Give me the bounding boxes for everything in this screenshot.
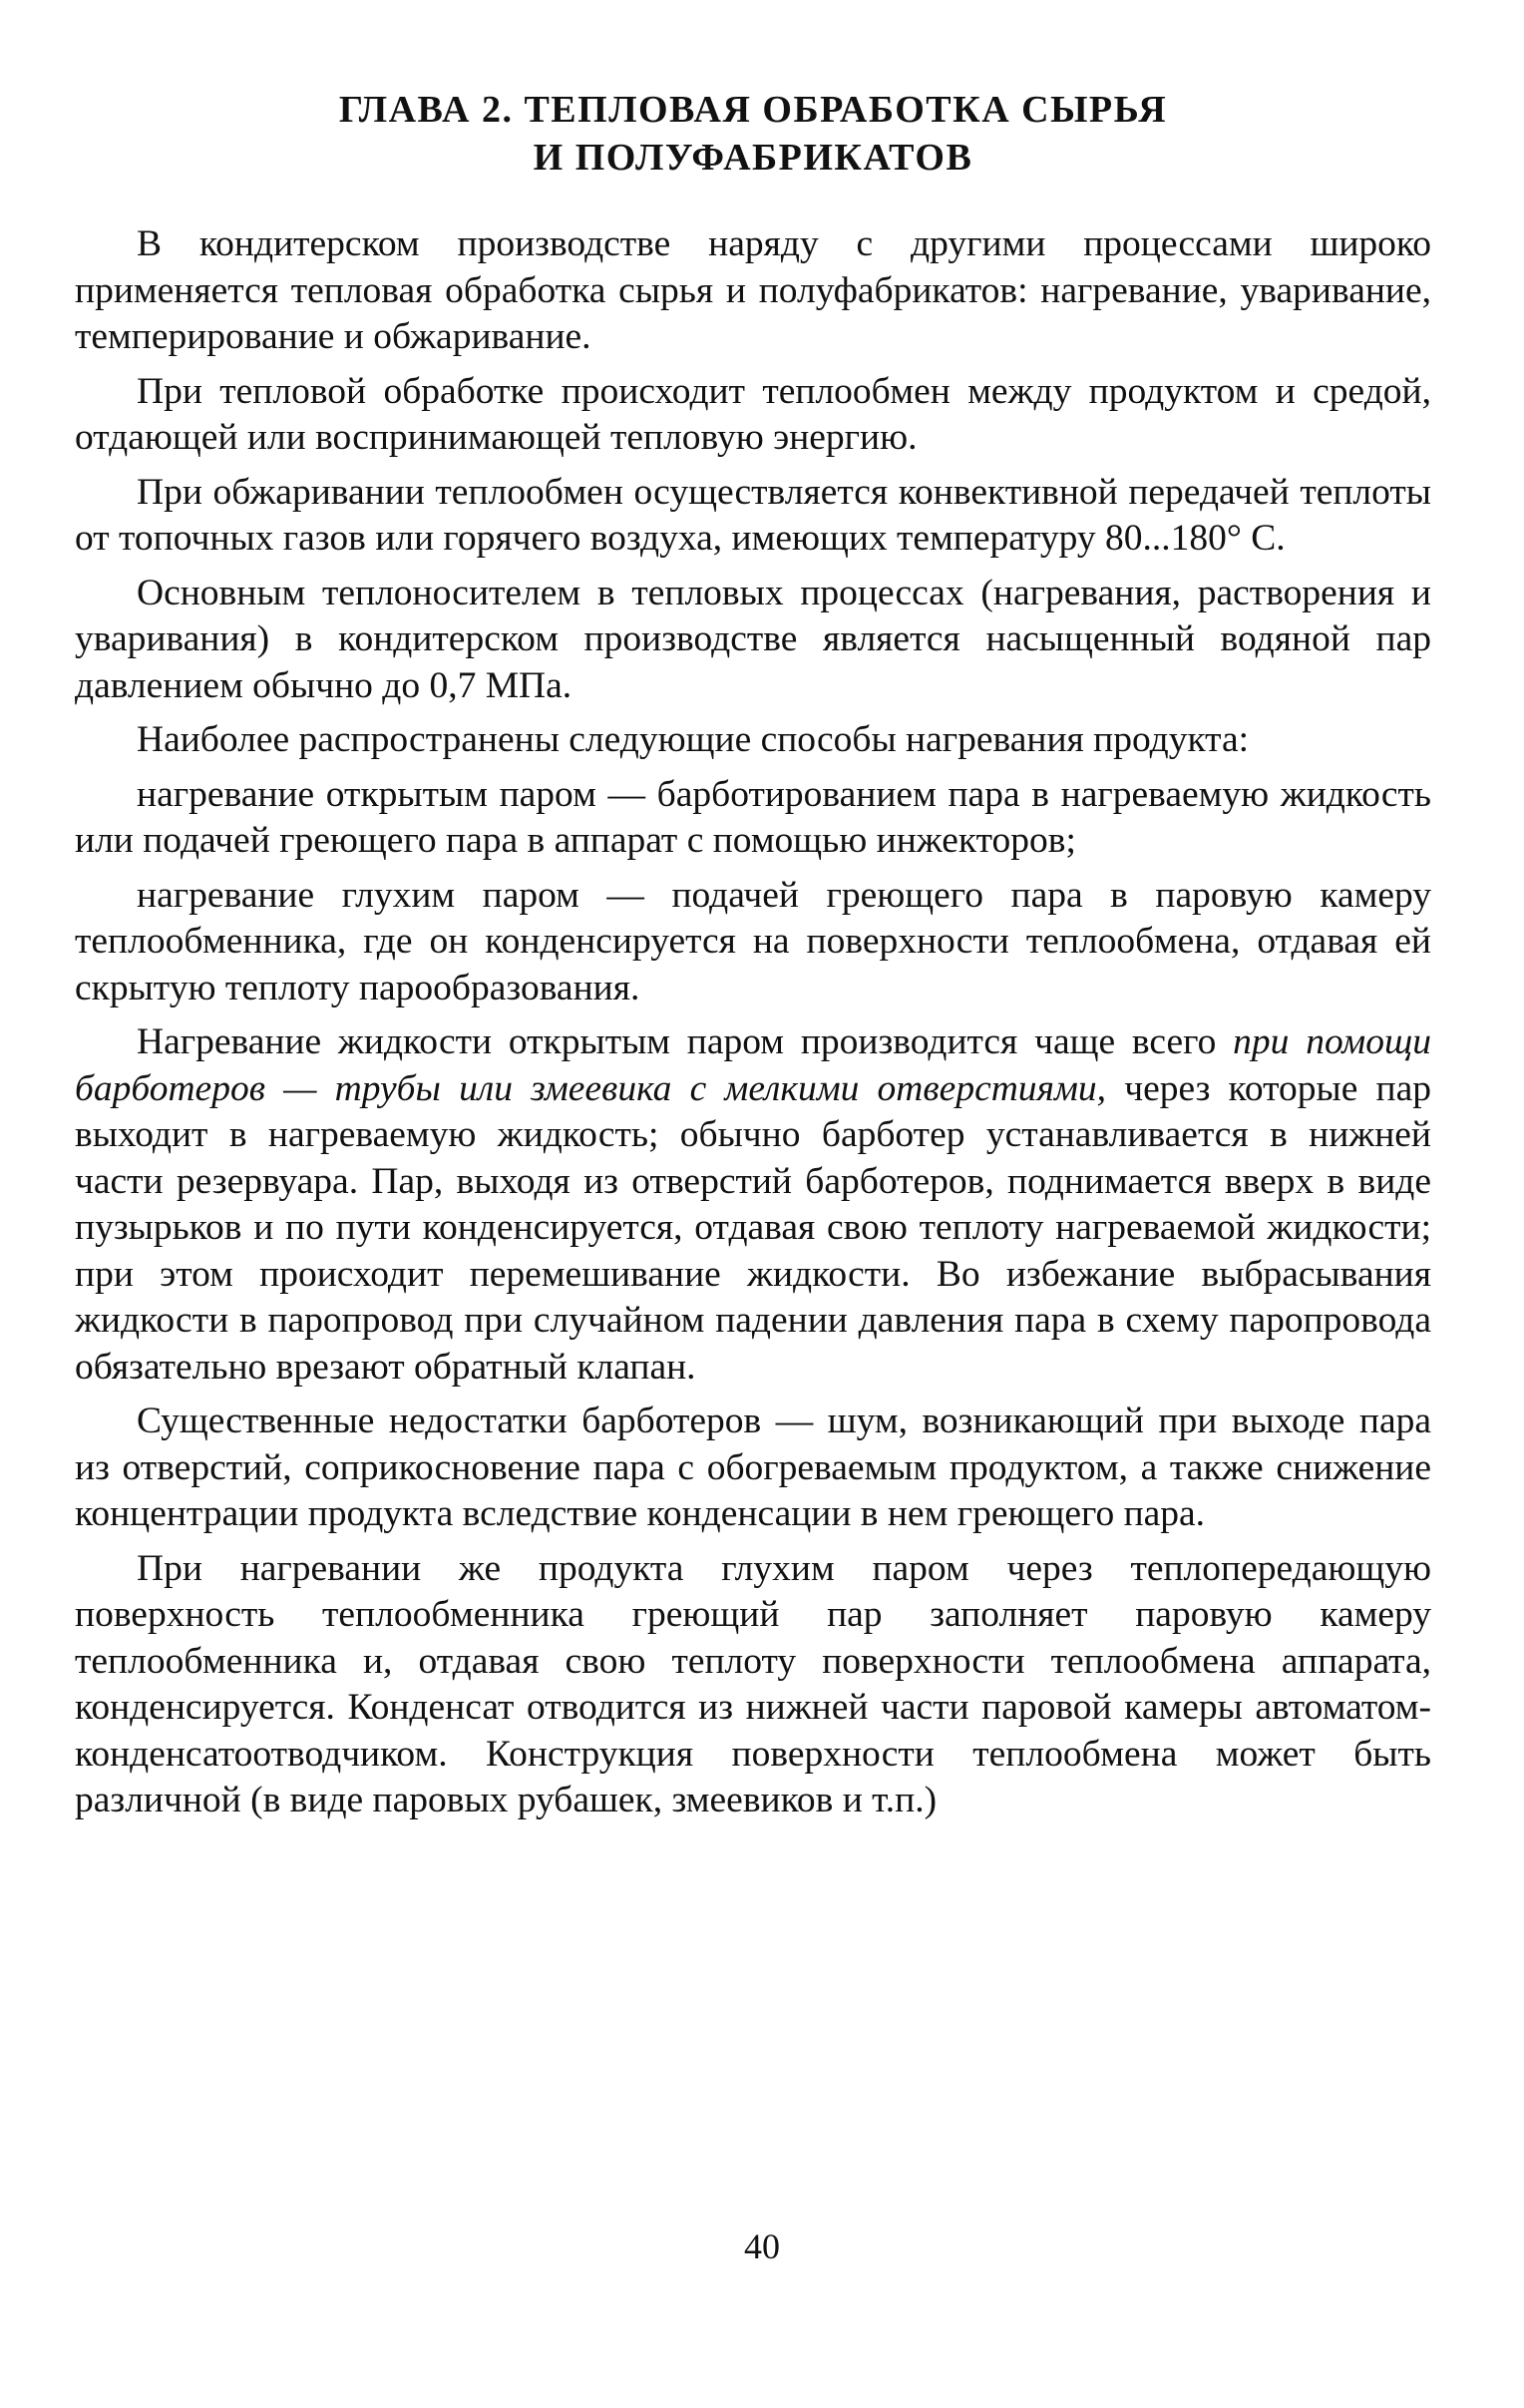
paragraph-roasting: При обжаривании теплообмен осуществляется конвективной передачей теплоты от топочных газов или горячего воздуха, имеющих температуру 80...180° С. xyxy=(75,471,1431,559)
book-page xyxy=(75,86,1431,2380)
list-item-open-steam: нагревание открытым паром — барботированием пара в нагреваемую жидкость или подачей греющего пара в аппарат с помощью инжекторов; xyxy=(75,773,1431,861)
chapter-title xyxy=(75,86,1431,182)
paragraph-heat-carrier: Основным теплоносителем в тепловых процессах (нагревания, растворения и уваривания) в кондитерском производстве является насыщенный водяной пар давлением обычно до 0,7 МПа. xyxy=(75,572,1431,706)
paragraph-sparger-end: через которые пар выходит в нагреваемую жидкость; обычно барботер устанавливается в нижней части резервуара. Пар, выходя из отверстий барботеров, поднимается вверх в виде пузырьков и по пути конденсируется, отдавая свою теплоту нагреваемой жидкости; при этом происходит перемешивание жидкости. Во избежание выбрасывания жидкости в паропровод при случайном падении давления пара в схему паропровода обязательно врезают обратный клапан. xyxy=(75,1067,1431,1388)
paragraph-heat-exchange: При тепловой обработке происходит теплообмен между продуктом и средой, отдающей или воспринимающей тепловую энергию. xyxy=(75,370,1431,458)
chapter-title-line-1: ГЛАВА 2. ТЕПЛОВАЯ ОБРАБОТКА СЫРЬЯ xyxy=(338,89,1168,131)
chapter-title-line-2: И ПОЛУФАБРИКАТОВ xyxy=(533,137,973,179)
paragraph-closed-steam-heating: При нагревании же продукта глухим паром через теплопередающую поверхность теплообменника греющий пар заполняет паровую камеру теплообменника и, отдавая свою теплоту поверхности теплообмена аппарата, конденсируется. Конденсат отводится из нижней части паровой камеры автоматом-конденсатоотводчиком. Конструкция поверхности теплообмена может быть различной (в виде паровых рубашек, змеевиков и т.п.) xyxy=(75,1547,1431,1820)
paragraph-heating-methods: Наиболее распространены следующие способы нагревания продукта: xyxy=(137,719,1250,760)
paragraph-sparger-drawbacks: Существенные недостатки барботеров — шум, возникающий при выходе пара из отверстий, соприкосновение пара с обогреваемым продуктом, а также снижение концентрации продукта вследствие конденсации в нем греющего пара. xyxy=(75,1401,1431,1534)
paragraph-sparger-definition: при помощи барботеров — трубы или змеевика с мелкими отверстиями, xyxy=(75,1021,1431,1109)
list-item-closed-steam: нагревание глухим паром — подачей греющего пара в паровую камеру теплообменника, где он конденсируется на поверхности теплообмена, отдавая ей скрытую теплоту парообразования. xyxy=(75,874,1431,1008)
paragraph-sparger xyxy=(75,1019,1431,1391)
page-number: 40 xyxy=(744,2226,780,2266)
paragraph-sparger-start: Нагревание жидкости открытым паром производится чаще всего xyxy=(137,1021,1234,1062)
body-text xyxy=(75,221,1431,1824)
paragraph-intro: В кондитерском производстве наряду с другими процессами широко применяется тепловая обработка сырья и полуфабрикатов: нагревание, уваривание, темперирование и обжаривание. xyxy=(75,223,1431,357)
